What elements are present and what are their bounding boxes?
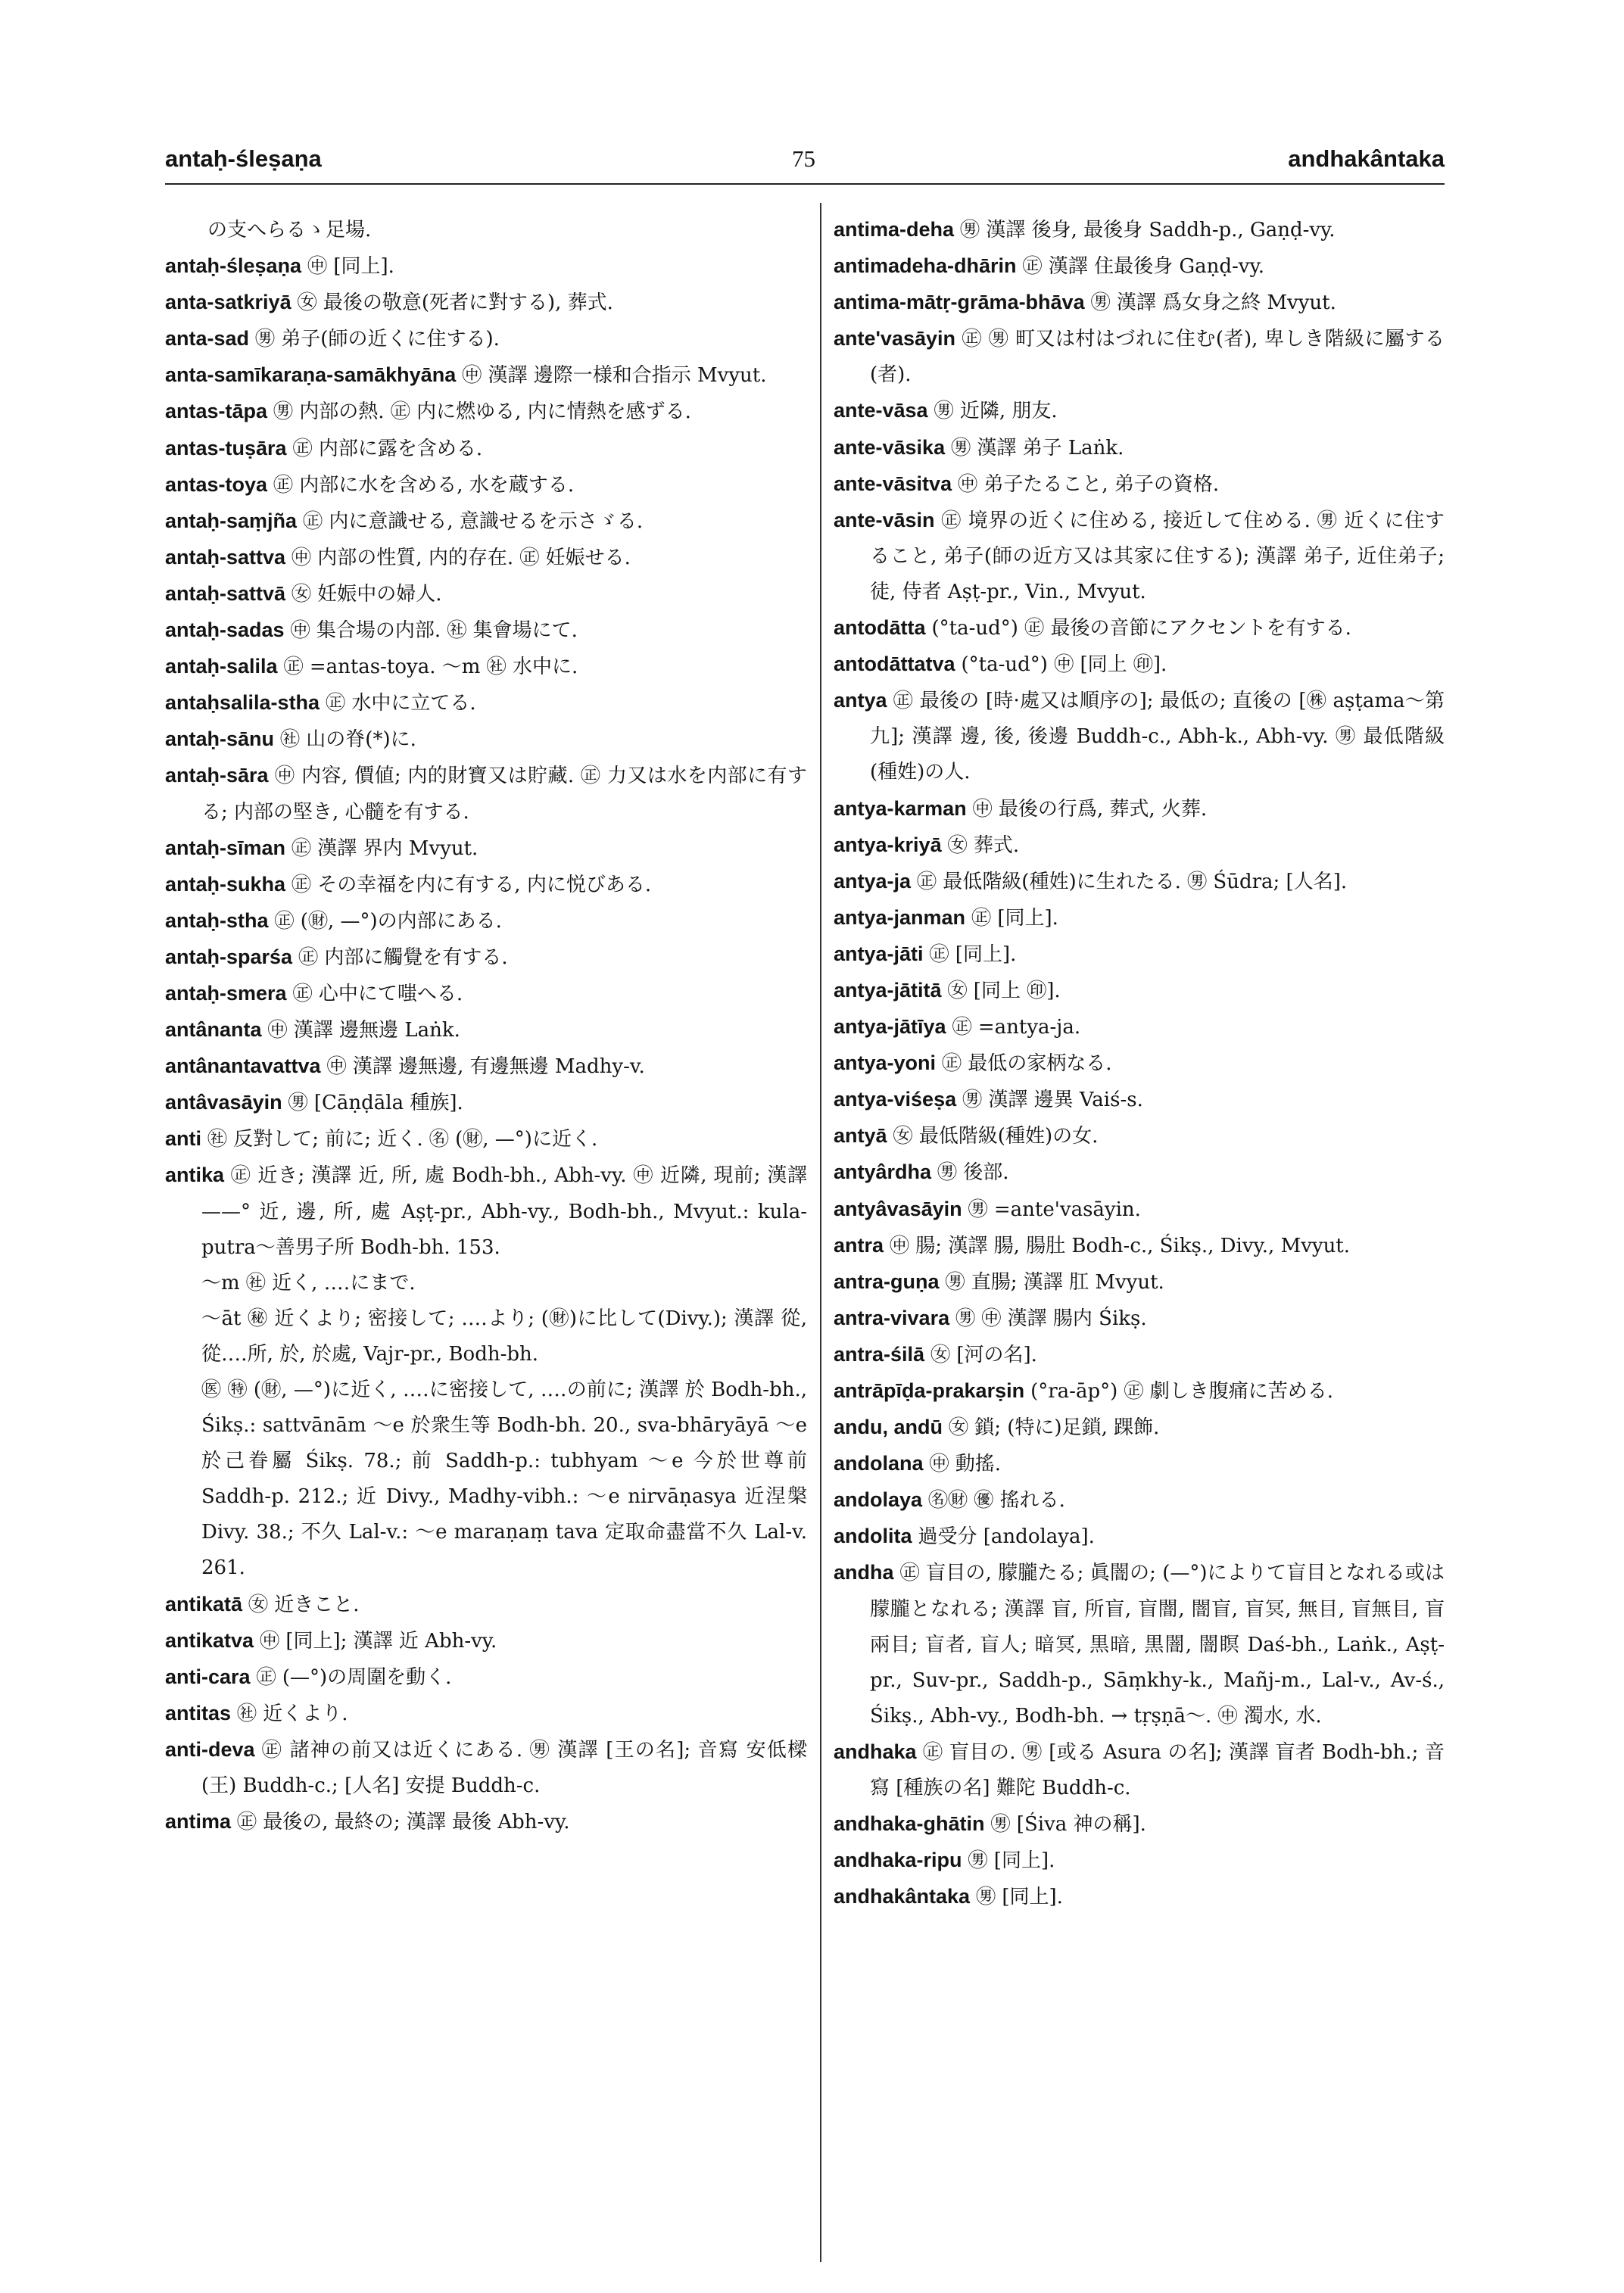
dict-entry xyxy=(165,1732,807,1804)
definition: ㊚ 近隣, 朋友. xyxy=(934,400,1058,423)
headword: antodātta xyxy=(834,616,926,640)
dict-entry xyxy=(834,430,1445,466)
dict-entry xyxy=(165,1012,807,1048)
definition: ㊣ 境界の近くに住める, 接近して住める. ㊚ 近くに住すること, 弟子(師の近方又は其家に住する); 漢譯 弟子, 近住弟子; 徒, 侍者 Aṣṭ-pr., Vin., Mvyut. xyxy=(870,509,1445,603)
dict-entry xyxy=(834,683,1445,790)
header-rule xyxy=(165,183,1445,185)
definition: ㊓ 反對して; 前に; 近く. ㊔ (㊖, —°)に近く. xyxy=(207,1128,598,1151)
dict-entry xyxy=(165,248,807,285)
dict-entry xyxy=(165,758,807,830)
headword: antya-jāti xyxy=(834,942,924,965)
headword: antikatā xyxy=(165,1592,243,1615)
definition: ㊥ 最後の行爲, 葬式, 火葬. xyxy=(972,797,1208,821)
headword: antyârdha xyxy=(834,1161,932,1184)
definition: ㊚ 内部の熱. ㊣ 内に燃ゆる, 内に情熱を感ずる. xyxy=(273,400,691,424)
headword: antaḥ-saṃjña xyxy=(165,509,298,532)
dict-entry xyxy=(834,466,1445,503)
headword: antâvasāyin xyxy=(165,1091,282,1114)
definition: ㊣ 内部に水を含める, 水を蔵する. xyxy=(273,473,575,497)
definition: ㊣ (㊖, —°)の内部にある. xyxy=(274,909,502,933)
definition: ㊚ ㊥ 漢譯 腸内 Śikṣ. xyxy=(955,1307,1147,1330)
headword: antas-tāpa xyxy=(165,400,268,423)
dict-entry xyxy=(165,685,807,721)
headword: andhakântaka xyxy=(834,1885,971,1908)
definition: ㊣ [同上]. xyxy=(929,942,1017,966)
headword: andolaya xyxy=(834,1488,923,1512)
definition: ㊣ 最後の [時·處又は順序の]; 最低の; 直後の [㊑ aṣṭama〜第九]; 漢譯 邊, 後, 後邊 Buddh-c., Abh-k., Abh-vy. ㊚ 最低階級(種姓)の人. xyxy=(870,690,1445,784)
dict-entry xyxy=(165,431,807,467)
headword: ante-vāsika xyxy=(834,435,946,459)
dict-entry xyxy=(165,1587,807,1623)
dict-entry xyxy=(834,503,1445,610)
dict-entry xyxy=(165,976,807,1012)
dict-entry xyxy=(834,646,1445,683)
definition: 〜m ㊓ 近く, ‥‥にまで. xyxy=(201,1271,416,1294)
headword: andu, andū xyxy=(834,1416,943,1439)
headword: antânantavattva xyxy=(165,1055,321,1078)
dict-entry xyxy=(834,321,1445,393)
dict-entry xyxy=(834,285,1445,321)
dict-entry xyxy=(165,1804,807,1840)
definition: ㊛ [河の名]. xyxy=(930,1343,1037,1366)
definition: ㊥ [同上]. xyxy=(307,255,394,279)
headword: antrāpīḍa-prakarṣin xyxy=(834,1379,1025,1402)
definition: ㊚ [Cāṇḍāla 種族]. xyxy=(288,1092,463,1115)
definition: ㊚ =ante'vasāyin. xyxy=(968,1198,1141,1221)
definition: ㊛ 最後の敬意(死者に對する), 葬式. xyxy=(297,291,613,315)
definition: ㊥ 漢譯 邊無邊 Laṅk. xyxy=(267,1019,460,1042)
definition: ㊛ 葬式. xyxy=(947,833,1020,857)
dict-entry xyxy=(834,248,1445,285)
dict-entry xyxy=(834,212,1445,248)
dict-entry xyxy=(165,1085,807,1121)
headword: antaḥ-sattva xyxy=(165,545,286,569)
headword: ante-vāsa xyxy=(834,399,928,422)
definition: ㊣ 漢譯 住最後身 Gaṇḍ-vy. xyxy=(1022,255,1264,279)
definition: ㊣ 盲目の, 朦朧たる; 眞闇の; (—°)によりて盲目となれる或は朦朧となれる; 漢譯 盲, 所盲, 盲闇, 闇盲, 盲冥, 無目, 盲無目, 盲兩目; 盲者, 盲人; 暗冥, 黒暗, 黒闇, 闇瞑 Daś-bh., Laṅk., Aṣṭ-pr., Suv-pr., Saddh-p., Sāṃkhy-k., Mañj-m., Lal-v., Av-ś., Śikṣ., Abh-vy., Bodh-bh. → tṛṣṇā〜. ㊥ 濁水, 水. xyxy=(870,1562,1445,1728)
dict-entry xyxy=(165,394,807,430)
dict-entry xyxy=(165,576,807,612)
headword: antima xyxy=(165,1810,232,1833)
dict-entry xyxy=(165,357,807,394)
definition: ㊛ 近きこと. xyxy=(248,1593,360,1616)
dict-entry xyxy=(165,867,807,903)
definition: ㊔㊖ ㊝ 搖れる. xyxy=(928,1489,1065,1513)
definition: ㊥ 内容, 價値; 内的財寶又は貯藏. ㊣ 力又は水を内部に有する; 内部の堅き, 心髓を有する. xyxy=(201,765,807,824)
headword: antya-jātitā xyxy=(834,978,942,1002)
dict-subentry xyxy=(165,1301,807,1372)
definition: 過受分 [andolaya]. xyxy=(918,1525,1095,1549)
dict-entry xyxy=(834,1082,1445,1118)
headword: anti-cara xyxy=(165,1665,251,1688)
dict-entry xyxy=(165,321,807,357)
headword: antra-guṇa xyxy=(834,1270,940,1293)
dict-entry xyxy=(834,1734,1445,1806)
definition: ㊣ その幸福を内に有する, 内に悦びある. xyxy=(291,873,652,896)
dict-entry xyxy=(834,1519,1445,1555)
headword: antaḥ-smera xyxy=(165,981,287,1005)
headword: andolana xyxy=(834,1452,924,1475)
dict-entry xyxy=(834,973,1445,1009)
dict-subentry xyxy=(165,1266,807,1301)
definition: ㊣ =antas-toya. 〜m ㊓ 水中に. xyxy=(283,656,578,679)
dict-entry xyxy=(165,1048,807,1085)
definition: ㊥ 漢譯 邊際一様和合指示 Mvyut. xyxy=(462,364,767,388)
headword: antaḥ-sadas xyxy=(165,618,285,642)
headword: antya-karman xyxy=(834,796,967,820)
definition: ㊚ [Śiva 神の稱]. xyxy=(990,1813,1146,1837)
headword: antitas xyxy=(165,1701,232,1724)
definition: ㊣ [同上]. xyxy=(971,906,1058,930)
headword: antas-toya xyxy=(165,472,268,496)
headword: antya-janman xyxy=(834,905,966,929)
headword: antima-mātṛ-grāma-bhāva xyxy=(834,291,1085,314)
right-column xyxy=(834,212,1445,1915)
headword: antaḥ-sparśa xyxy=(165,945,293,968)
definition: ㊚ [同上]. xyxy=(968,1849,1055,1873)
headword: antima-deha xyxy=(834,218,955,241)
dict-entry xyxy=(165,212,807,248)
dict-entry xyxy=(834,1879,1445,1915)
running-head-left: antaḥ-śleṣaṇa xyxy=(165,145,322,172)
definition: ㊚ 弟子(師の近くに住する). xyxy=(255,328,500,351)
headword: antaḥsalila-stha xyxy=(165,691,320,715)
definition: ㊣ (—°)の周圍を動く. xyxy=(256,1665,452,1689)
headword: antaḥ-sīman xyxy=(165,836,286,859)
dict-entry xyxy=(165,1659,807,1696)
dict-entry xyxy=(834,1228,1445,1264)
headword: antra-vivara xyxy=(834,1306,950,1329)
left-column xyxy=(165,212,807,1840)
dict-entry xyxy=(165,285,807,321)
definition: ㊚ 漢譯 弟子 Laṅk. xyxy=(951,436,1124,460)
headword: antaḥ-sāra xyxy=(165,764,269,787)
page-number: 75 xyxy=(792,145,815,172)
dict-entry xyxy=(165,903,807,939)
headword: antika xyxy=(165,1164,225,1187)
definition: (°ta-ud°) ㊣ 最後の音節にアクセントを有する. xyxy=(931,617,1351,640)
dict-entry xyxy=(165,540,807,576)
dict-entry xyxy=(834,864,1445,900)
column-divider xyxy=(820,203,821,2262)
dict-entry xyxy=(834,1045,1445,1082)
definition: ㊣ 水中に立てる. xyxy=(326,692,476,715)
dict-entry xyxy=(834,791,1445,827)
definition: ㊥ 動搖. xyxy=(929,1453,1002,1476)
definition: ㊚ 漢譯 邊異 Vaiś-s. xyxy=(962,1089,1143,1112)
definition: ㊓ 山の脊(*)に. xyxy=(280,728,416,752)
headword: antânanta xyxy=(165,1018,262,1042)
dict-entry xyxy=(834,1301,1445,1337)
headword: antya xyxy=(834,689,887,712)
definition: 〜āt ㊙ 近くより; 密接して; ‥‥より; (㊖)に比して(Divy.); 漢譯 從, 從‥‥所, 於, 於處, Vajr-pr., Bodh-bh. xyxy=(201,1307,807,1366)
definition: ㊥ 弟子たること, 弟子の資格. xyxy=(958,472,1220,496)
definition: ㊚ 直腸; 漢譯 肛 Mvyut. xyxy=(945,1270,1164,1294)
dict-entry xyxy=(165,1157,807,1265)
dict-entry xyxy=(834,610,1445,646)
headword: antra xyxy=(834,1233,884,1257)
headword: antyā xyxy=(834,1124,887,1148)
headword: antas-tuṣāra xyxy=(165,436,287,460)
dict-entry xyxy=(834,1373,1445,1410)
definition: ㊣ 内部に露を含める. xyxy=(292,437,483,460)
definition: ㊣ 盲目の. ㊚ [或る Asura の名]; 漢譯 盲者 Bodh-bh.; 音寫 [種族の名] 難陀 Buddh-c. xyxy=(870,1740,1445,1800)
headword: antaḥ-śleṣaṇa xyxy=(165,254,302,278)
definition: ㊣ 内部に觸覺を有する. xyxy=(298,946,508,969)
definition: ㊛ [同上 ㊞]. xyxy=(947,979,1061,1002)
dict-entry xyxy=(834,1337,1445,1373)
definition: ㊥ 漢譯 邊無邊, 有邊無邊 Madhy-v. xyxy=(326,1055,645,1079)
headword: antya-ja xyxy=(834,869,912,893)
headword: antaḥ-stha xyxy=(165,908,269,932)
dict-entry xyxy=(165,1696,807,1732)
definition: ㊛ 妊娠中の婦人. xyxy=(291,582,442,606)
definition: ㊣ 心中にて嗤へる. xyxy=(292,982,463,1005)
headword: antodāttatva xyxy=(834,653,955,676)
dict-entry xyxy=(165,649,807,685)
dict-entry xyxy=(165,612,807,649)
definition: (°ta-ud°) ㊥ [同上 ㊞]. xyxy=(961,653,1167,677)
headword: andhaka xyxy=(834,1740,917,1763)
definition: ㊣ =antya-ja. xyxy=(952,1016,1081,1039)
dict-entry xyxy=(834,393,1445,429)
dict-entry xyxy=(165,1623,807,1659)
dict-entry xyxy=(165,830,807,867)
dict-entry xyxy=(834,1410,1445,1446)
definition: ㊣ 近き; 漢譯 近, 所, 處 Bodh-bh., Abh-vy. ㊥ 近隣, 現前; 漢譯 ——° 近, 邊, 所, 處 Aṣṭ-pr., Abh-vy., Bodh-bh., Mvyut.: kula-putra〜善男子所 Bodh-bh. 153. xyxy=(201,1164,807,1259)
dict-subentry xyxy=(165,1372,807,1587)
headword: antya-jātīya xyxy=(834,1015,946,1039)
dict-entry xyxy=(834,900,1445,936)
definition: ㊚ 漢譯 爲女身之終 Mvyut. xyxy=(1090,291,1336,315)
dict-entry xyxy=(834,1009,1445,1045)
headword: antaḥ-sattvā xyxy=(165,581,286,605)
dict-entry xyxy=(834,1482,1445,1519)
dict-entry xyxy=(834,1446,1445,1482)
definition: (°ra-āp°) ㊣ 劇しき腹痛に苦める. xyxy=(1030,1380,1334,1403)
definition: ㊥ 腸; 漢譯 腸, 腸肚 Bodh-c., Śikṣ., Divy., Mvyut. xyxy=(890,1234,1351,1257)
headword: anta-samīkaraṇa-samākhyāna xyxy=(165,363,457,387)
headword: anti xyxy=(165,1127,202,1151)
definition: の支へらるゝ足場. xyxy=(207,219,372,241)
headword: ante'vasāyin xyxy=(834,327,956,350)
headword: ante-vāsitva xyxy=(834,472,952,495)
headword: andolita xyxy=(834,1525,912,1548)
definition: ㊓ 近くより. xyxy=(237,1702,348,1725)
headword: antya-kriyā xyxy=(834,833,942,856)
headword: antaḥ-salila xyxy=(165,655,278,678)
definition: ㊚ 後部. xyxy=(937,1161,1009,1185)
dict-entry xyxy=(834,1806,1445,1843)
dict-entry xyxy=(165,467,807,503)
headword: antimadeha-dhārin xyxy=(834,254,1017,278)
definition: ㊣ 最低の家柄なる. xyxy=(942,1052,1112,1076)
definition: ㊚ [同上]. xyxy=(976,1886,1063,1909)
dict-entry xyxy=(834,936,1445,973)
dict-entry xyxy=(834,1843,1445,1879)
definition: ㊛ 鎖; (特に)足鎖, 踝飾. xyxy=(949,1416,1160,1440)
dict-entry xyxy=(165,1121,807,1157)
dict-entry xyxy=(165,721,807,758)
dict-entry xyxy=(834,1154,1445,1191)
dict-entry xyxy=(834,827,1445,864)
headword: antaḥ-sukha xyxy=(165,872,286,896)
headword: antya-yoni xyxy=(834,1051,937,1075)
definition: ㊥ 集合場の内部. ㊓ 集會場にて. xyxy=(290,619,578,643)
definition: ㊣ 最低階級(種姓)に生れたる. ㊚ Śūdra; [人名]. xyxy=(917,870,1348,893)
headword: ante-vāsin xyxy=(834,508,935,531)
dict-entry xyxy=(834,1118,1445,1154)
definition: ㊣ 漢譯 界内 Mvyut. xyxy=(291,837,478,860)
dict-entry xyxy=(834,1264,1445,1301)
definition: ㊣ 諸神の前又は近くにある. ㊚ 漢譯 [王の名]; 音寫 安低樑(王) Buddh-c.; [人名] 安提 Buddh-c. xyxy=(201,1738,807,1798)
headword: antikatva xyxy=(165,1628,254,1652)
headword: antyâvasāyin xyxy=(834,1197,962,1220)
headword: anta-sad xyxy=(165,327,250,350)
definition: ㊣ 内に意識せる, 意識せるを示さゞる. xyxy=(303,509,644,533)
definition: ㊣ 最後の, 最終の; 漢譯 最後 Abh-vy. xyxy=(237,1811,570,1834)
dict-entry xyxy=(165,939,807,976)
headword: anta-satkriyā xyxy=(165,291,291,314)
definition: ㊣ ㊚ 町又は村はづれに住む(者), 卑しき階級に屬する(者). xyxy=(870,328,1445,387)
headword: antya-viśeṣa xyxy=(834,1088,957,1111)
dict-entry xyxy=(834,1555,1445,1734)
definition: ㊥ [同上]; 漢譯 近 Abh-vy. xyxy=(260,1629,497,1653)
headword: antra-śilā xyxy=(834,1342,925,1366)
headword: antaḥ-sānu xyxy=(165,727,275,751)
running-head-right: andhakântaka xyxy=(1288,145,1445,172)
headword: andhaka-ghātin xyxy=(834,1812,985,1836)
dict-entry xyxy=(834,1192,1445,1228)
definition: ㊚ 漢譯 後身, 最後身 Saddh-p., Gaṇḍ-vy. xyxy=(960,219,1336,241)
definition: ㊩ ㊕ (㊖, —°)に近く, ‥‥に密接して, ‥‥の前に; 漢譯 於 Bodh-bh., Śikṣ.: sattvānām 〜e 於衆生等 Bodh-bh. 20., sva-bhāryāyā 〜e 於己眷屬 Śikṣ. 78.; 前 Saddh-p.: tubhyam 〜e 今於世尊前 Saddh-p. 212.; 近 Divy., Madhy-vibh.: 〜e nirvāṇasya 近涅槃 Divy. 38.; 不久 Lal-v.: 〜e maraṇaṃ tava 定取命盡當不久 Lal-v. 261. xyxy=(201,1379,807,1580)
definition: ㊛ 最低階級(種姓)の女. xyxy=(893,1125,1099,1148)
headword: andha xyxy=(834,1561,894,1584)
headword: anti-deva xyxy=(165,1737,255,1761)
definition: ㊥ 内部の性質, 内的存在. ㊣ 妊娠せる. xyxy=(291,546,631,569)
dict-entry xyxy=(165,503,807,540)
headword: andhaka-ripu xyxy=(834,1849,962,1872)
